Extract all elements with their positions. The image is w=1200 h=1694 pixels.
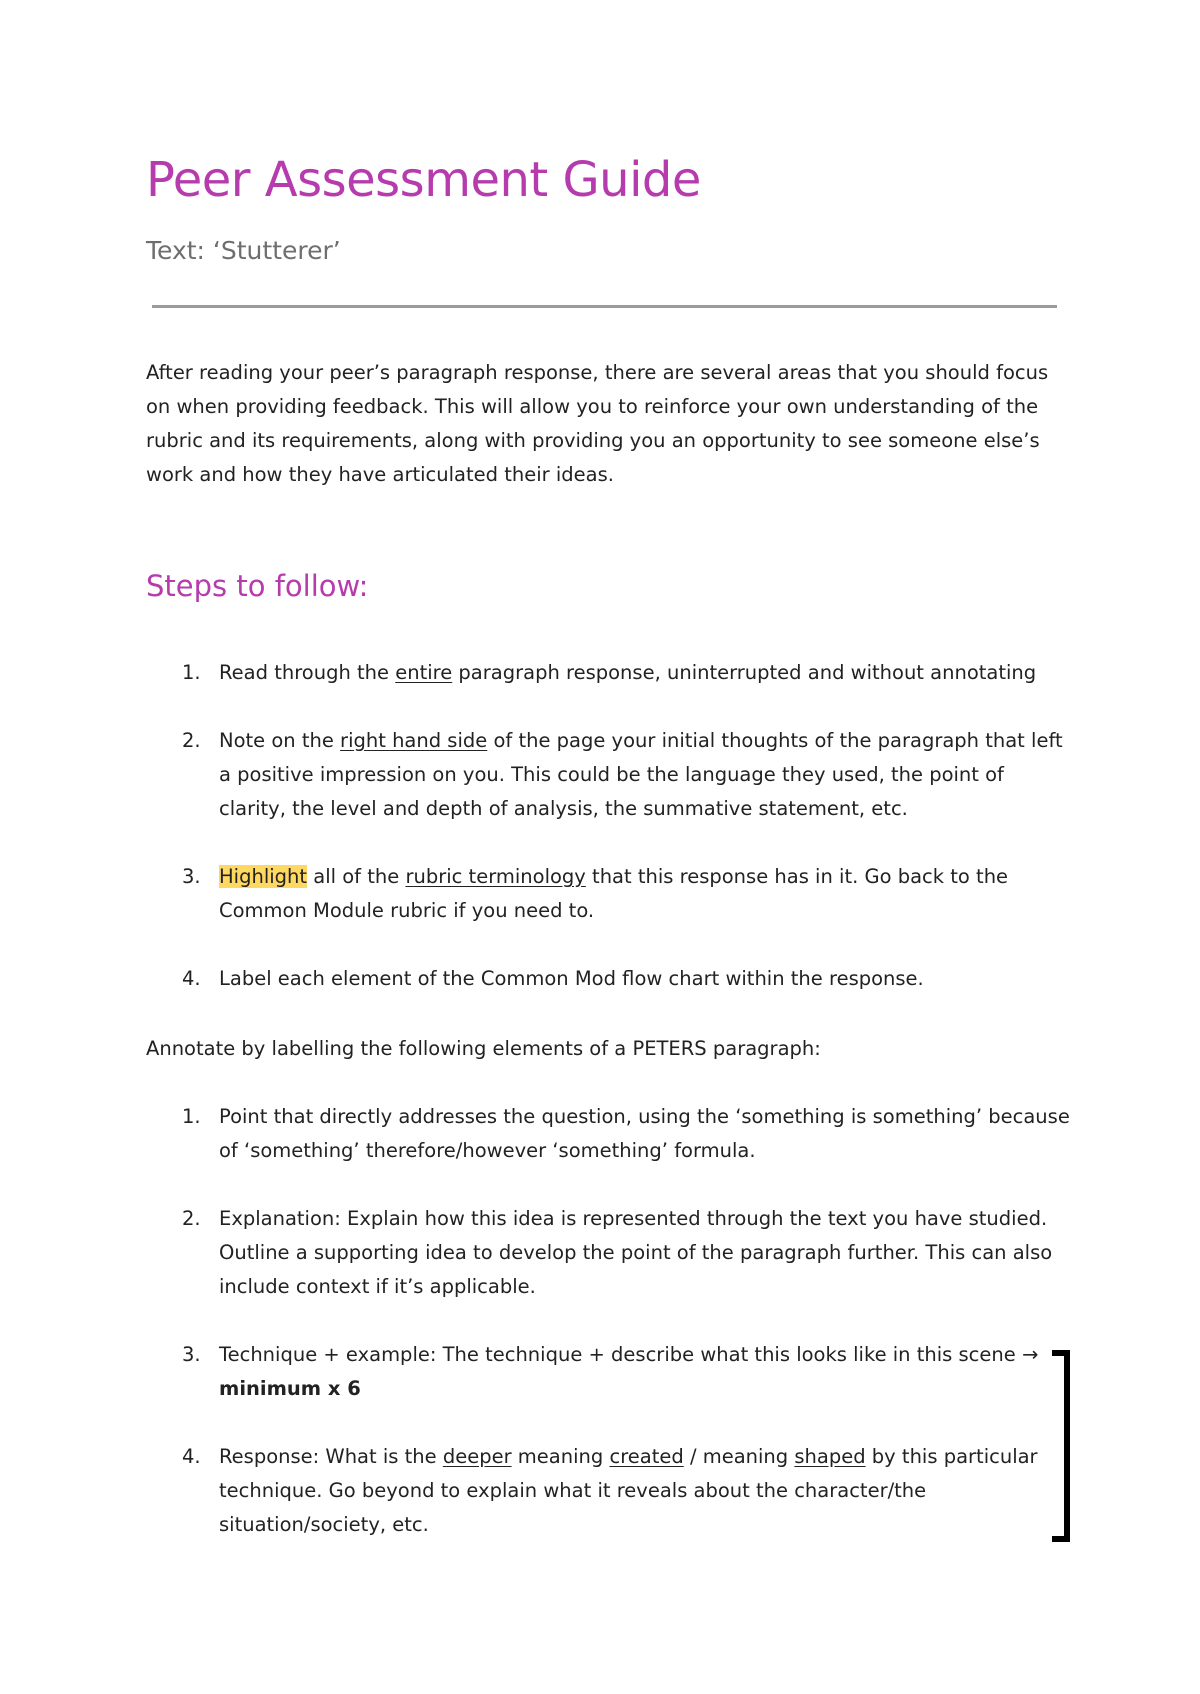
horizontal-rule [152,305,1057,308]
highlighted-text: Highlight [219,865,308,888]
steps-heading: Steps to follow: [146,569,369,603]
steps-list [146,656,1076,1030]
step-text: that this response has in it. Go back to the Common Module rubric if you need to. [219,865,1009,922]
peters-text: Response: What is the [219,1445,443,1468]
step-text: Read through the [219,661,396,684]
underlined-text: right hand side [340,729,488,752]
document-title: Peer Assessment Guide [146,152,701,208]
step-text: all of the [307,865,406,888]
peters-text: by this particular technique. Go beyond to explain what it reveals about the character/the situation/society, etc. [219,1445,1038,1536]
step-text: Note on the [219,729,341,752]
list-item [146,860,1076,928]
list-number: 1. [182,1105,201,1128]
underlined-text: shaped [794,1445,866,1468]
step-text: paragraph response, uninterrupted and without annotating [452,661,1037,684]
list-number: 4. [182,967,201,990]
list-number: 2. [182,1207,201,1230]
peters-text: Technique + example: The technique + describe what this looks like in this scene → [219,1343,1039,1366]
annotate-lead: Annotate by labelling the following elements of a PETERS paragraph: [146,1037,821,1060]
peters-text: / meaning [683,1445,795,1468]
list-number: 2. [182,729,201,752]
peters-list [146,1100,1076,1576]
intro-paragraph: After reading your peer’s paragraph response, there are several areas that you should focus on when providing feedback. This will allow you to reinforce your own understanding of the rubric and its requirements, along with providing you an opportunity to see someone else’s work and how they have articulated their ideas. [146,361,1049,486]
underlined-text: created [609,1445,684,1468]
peters-text: Point that directly addresses the question, using the ‘something is something’ because of ‘something’ therefore/however ‘something’ formula. [219,1105,1070,1162]
underlined-text: entire [395,661,453,684]
list-item [146,1202,1076,1304]
bold-text: minimum x 6 [219,1377,361,1400]
list-number: 3. [182,865,201,888]
list-item [146,656,1076,690]
list-item [146,724,1076,826]
underlined-text: deeper [442,1445,512,1468]
list-item [146,1440,1076,1542]
document-subtitle: Text: ‘Stutterer’ [146,236,341,265]
right-bracket-icon [1052,1350,1070,1542]
list-item [146,1338,1076,1406]
list-number: 4. [182,1445,201,1468]
list-number: 1. [182,661,201,684]
peters-text: meaning [511,1445,610,1468]
step-text: Label each element of the Common Mod flow chart within the response. [219,967,924,990]
list-number: 3. [182,1343,201,1366]
list-item [146,1100,1076,1168]
peters-text: Explanation: Explain how this idea is represented through the text you have studied. Outline a supporting idea to develop the point of the paragraph further. This can also include context if it’s applicable. [219,1207,1053,1298]
list-item [146,962,1076,996]
underlined-text: rubric terminology [405,865,586,888]
step-text: of the page your initial thoughts of the paragraph that left a positive impression on you. This could be the language they used, the point of clarity, the level and depth of analysis, the summative statement, etc. [219,729,1063,820]
